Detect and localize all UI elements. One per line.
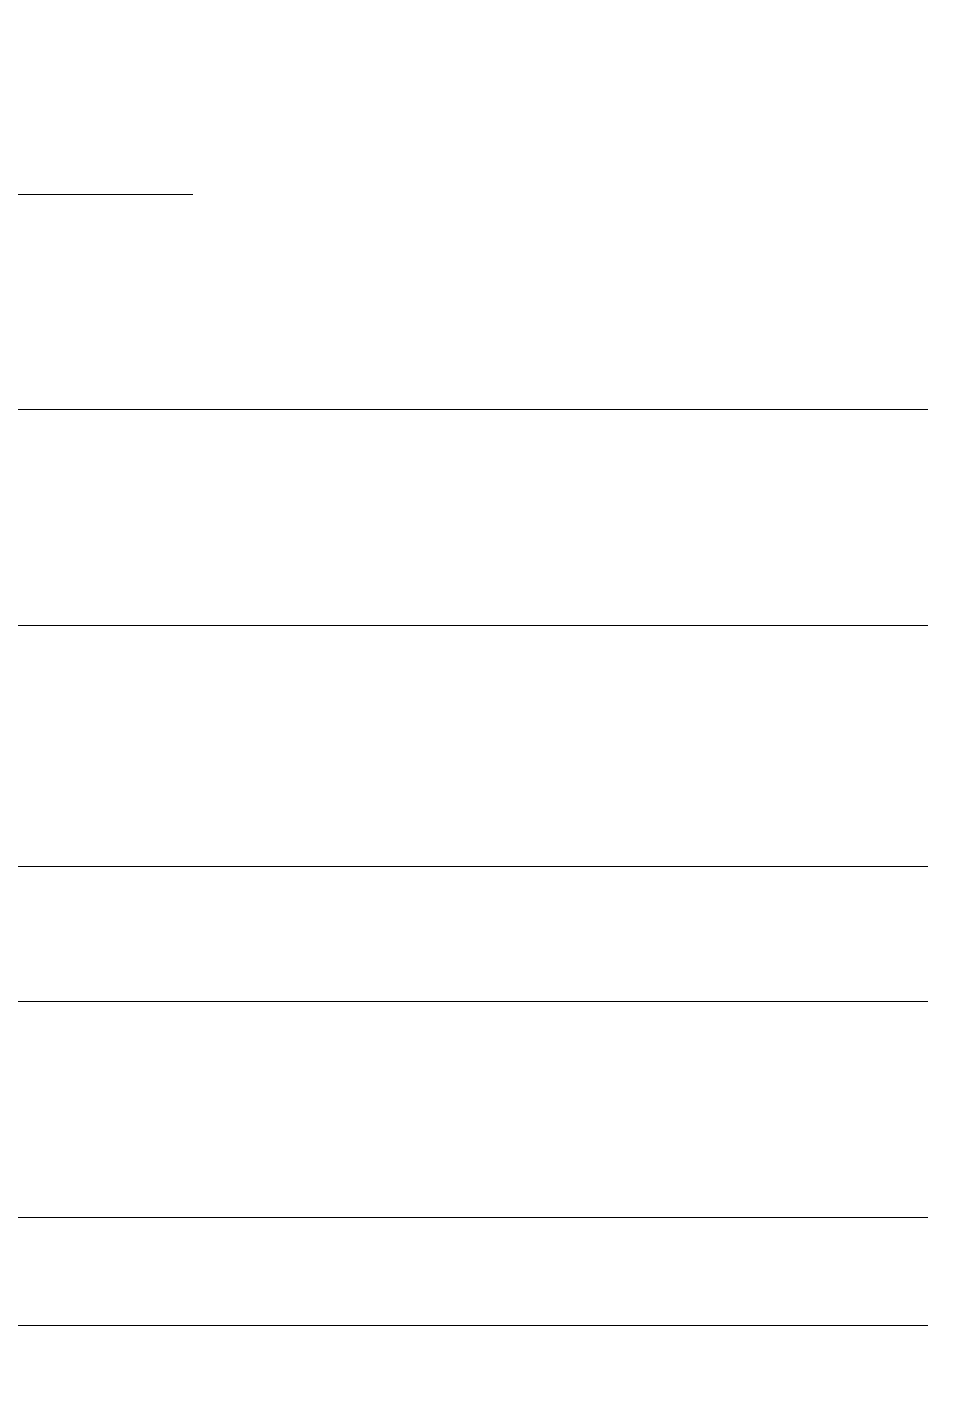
table-row [193, 734, 928, 761]
table-row [193, 383, 928, 410]
table-row [193, 194, 928, 221]
table-row [193, 707, 928, 734]
table-row [193, 1245, 928, 1272]
group-cell [18, 867, 193, 1002]
table-row [193, 275, 928, 302]
table-row [193, 867, 928, 894]
table-row [193, 1353, 928, 1380]
group-divider [193, 866, 928, 867]
table-row [193, 1164, 928, 1191]
group-cell [18, 1002, 193, 1218]
table-row [193, 1083, 928, 1110]
table-row [193, 761, 928, 788]
group-divider [193, 409, 928, 410]
table-row [193, 599, 928, 626]
table-row [193, 626, 928, 653]
table-row [193, 680, 928, 707]
table-row [193, 840, 928, 867]
table-row [193, 921, 928, 948]
table-row [193, 1137, 928, 1164]
table-row [193, 491, 928, 518]
group-divider [193, 1217, 928, 1218]
table-row [193, 410, 928, 437]
table-row [193, 653, 928, 680]
table-row [193, 894, 928, 921]
table-row [193, 975, 928, 1002]
table-row [193, 948, 928, 975]
table-row [193, 572, 928, 599]
table-header [18, 149, 946, 194]
group-cell [18, 410, 193, 626]
table-row [193, 1110, 928, 1137]
table-row [193, 788, 928, 840]
table-row [193, 1056, 928, 1083]
course-table [193, 194, 928, 1380]
group-cell [18, 1218, 193, 1326]
table-row [193, 1299, 928, 1326]
group-divider [193, 1325, 928, 1326]
group-divider [193, 625, 928, 626]
group-cell [18, 194, 193, 410]
table-row [193, 1272, 928, 1299]
group-cell [18, 626, 193, 867]
table-row [193, 221, 928, 248]
table-row [193, 1029, 928, 1056]
header-group [18, 149, 193, 195]
table-row [193, 437, 928, 464]
table-row [193, 1218, 928, 1245]
table-row [193, 329, 928, 356]
table-row [193, 464, 928, 491]
table-row [193, 1002, 928, 1029]
table-row [193, 1326, 928, 1353]
table-row [193, 545, 928, 572]
table-row [193, 1191, 928, 1218]
group-divider [193, 1001, 928, 1002]
table-row [193, 302, 928, 329]
table-row [193, 518, 928, 545]
table-row [193, 356, 928, 383]
table-row [193, 248, 928, 275]
